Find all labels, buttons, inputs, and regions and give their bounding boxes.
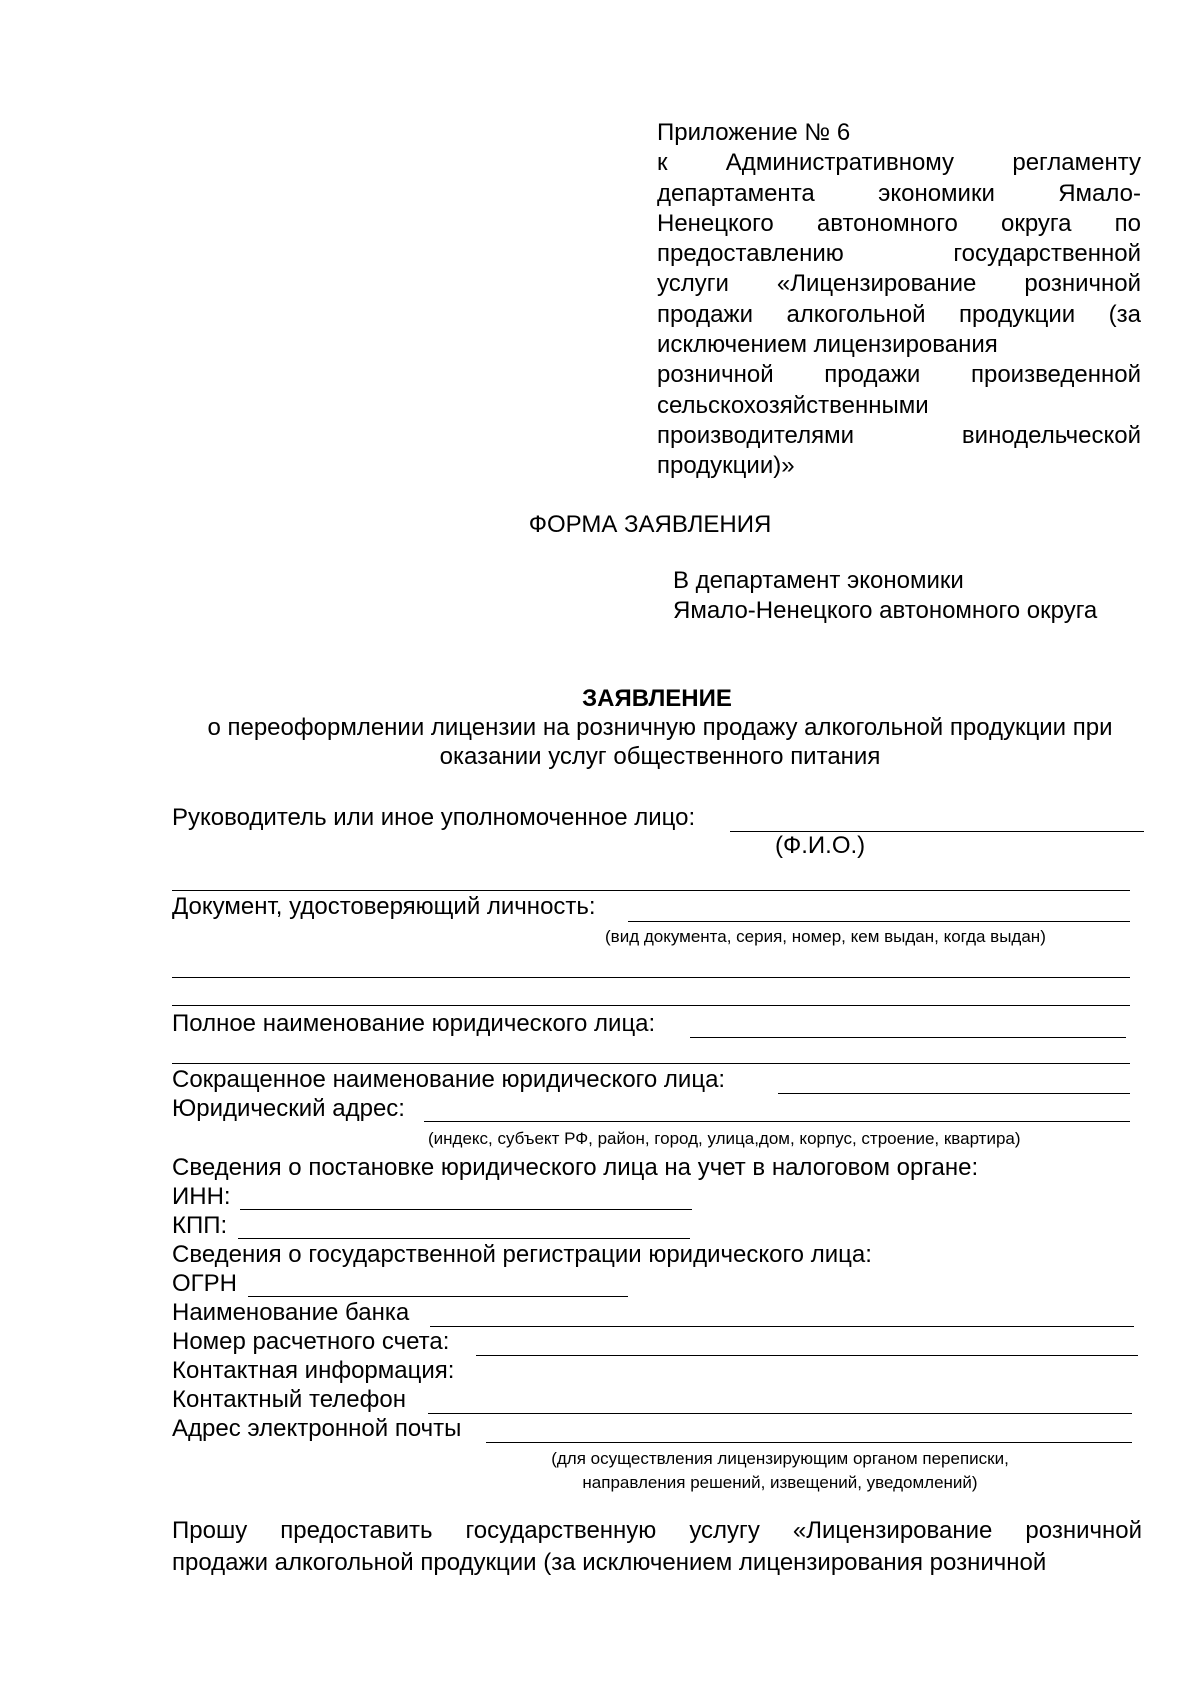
request-line: продажи алкогольной продукции (за исключением лицензирования розничной: [172, 1549, 1047, 1576]
contact-info-label: Контактная информация:: [172, 1357, 455, 1384]
account-field[interactable]: [476, 1355, 1138, 1356]
email-field[interactable]: [486, 1442, 1132, 1443]
addressee-line: Ямало-Ненецкого автономного округа: [673, 597, 1098, 624]
kpp-field[interactable]: [238, 1238, 690, 1239]
appendix-line: услуги «Лицензирование розничной: [657, 270, 1141, 298]
inn-field[interactable]: [240, 1209, 692, 1210]
appendix-line: производителями винодельческой: [657, 421, 1141, 449]
phone-label: Контактный телефон: [172, 1386, 406, 1413]
bank-label: Наименование банка: [172, 1299, 410, 1326]
legal-address-hint: (индекс, субъект РФ, район, город, улица,дом, корпус, строение, квартира): [428, 1129, 1021, 1148]
state-reg-label: Сведения о государственной регистрации юридического лица:: [172, 1241, 872, 1268]
head-name-field-continued[interactable]: [172, 890, 1130, 891]
email-hint: [490, 1447, 1070, 1495]
kpp-label: КПП:: [172, 1212, 228, 1239]
full-name-field-continued[interactable]: [172, 1063, 1130, 1064]
email-hint-line: (для осуществления лицензирующим органом переписки,: [551, 1449, 1009, 1468]
bank-field[interactable]: [430, 1326, 1134, 1327]
request-paragraph: [172, 1515, 1142, 1579]
appendix-line: продукции)»: [657, 452, 795, 480]
form-title: ФОРМА ЗАЯВЛЕНИЯ: [528, 511, 772, 538]
head-hint: (Ф.И.О.): [775, 832, 866, 859]
appendix-line: Ненецкого автономного округа по: [657, 209, 1141, 237]
legal-address-label: Юридический адрес:: [172, 1095, 405, 1122]
appendix-line: продажи алкогольной продукции (за: [657, 300, 1141, 328]
appendix-line: розничной продажи произведенной: [657, 361, 1141, 389]
legal-address-field[interactable]: [424, 1121, 1130, 1122]
id-doc-label: Документ, удостоверяющий личность:: [172, 893, 596, 920]
appendix-line: сельскохозяйственными: [657, 391, 929, 419]
appendix-line: департамента экономики Ямало-: [657, 179, 1141, 207]
id-doc-field[interactable]: [628, 921, 1130, 922]
appendix-header: [657, 118, 1141, 482]
application-title: ЗАЯВЛЕНИЕ: [582, 685, 732, 712]
email-hint-line: направления решений, извещений, уведомлений): [582, 1473, 978, 1492]
appendix-line: предоставлению государственной: [657, 240, 1141, 268]
appendix-line: к Административному регламенту: [657, 149, 1141, 177]
account-label: Номер расчетного счета:: [172, 1328, 450, 1355]
appendix-line: исключением лицензирования: [657, 331, 998, 359]
phone-field[interactable]: [428, 1413, 1132, 1414]
id-doc-field-continued[interactable]: [172, 1005, 1130, 1006]
full-name-field[interactable]: [690, 1037, 1126, 1038]
id-doc-field-continued[interactable]: [172, 977, 1130, 978]
addressee-line: В департамент экономики: [673, 567, 964, 594]
full-name-label: Полное наименование юридического лица:: [172, 1010, 656, 1037]
addressee: [673, 566, 1097, 626]
request-line: Прошу предоставить государственную услугу «Лицензирование розничной: [172, 1517, 1142, 1544]
short-name-field[interactable]: [778, 1093, 1130, 1094]
appendix-line: Приложение № 6: [657, 119, 851, 146]
application-subtitle: о переоформлении лицензии на розничную продажу алкогольной продукции при оказании услуг общественного питания: [207, 714, 1113, 770]
email-label: Адрес электронной почты: [172, 1415, 462, 1442]
id-doc-hint: (вид документа, серия, номер, кем выдан, когда выдан): [605, 927, 1046, 946]
short-name-label: Сокращенное наименование юридического лица:: [172, 1066, 726, 1093]
head-label: Руководитель или иное уполномоченное лицо:: [172, 804, 696, 831]
ogrn-field[interactable]: [248, 1296, 628, 1297]
tax-info-label: Сведения о постановке юридического лица на учет в налоговом органе:: [172, 1154, 979, 1181]
ogrn-label: ОГРН: [172, 1270, 238, 1297]
inn-label: ИНН:: [172, 1183, 231, 1210]
